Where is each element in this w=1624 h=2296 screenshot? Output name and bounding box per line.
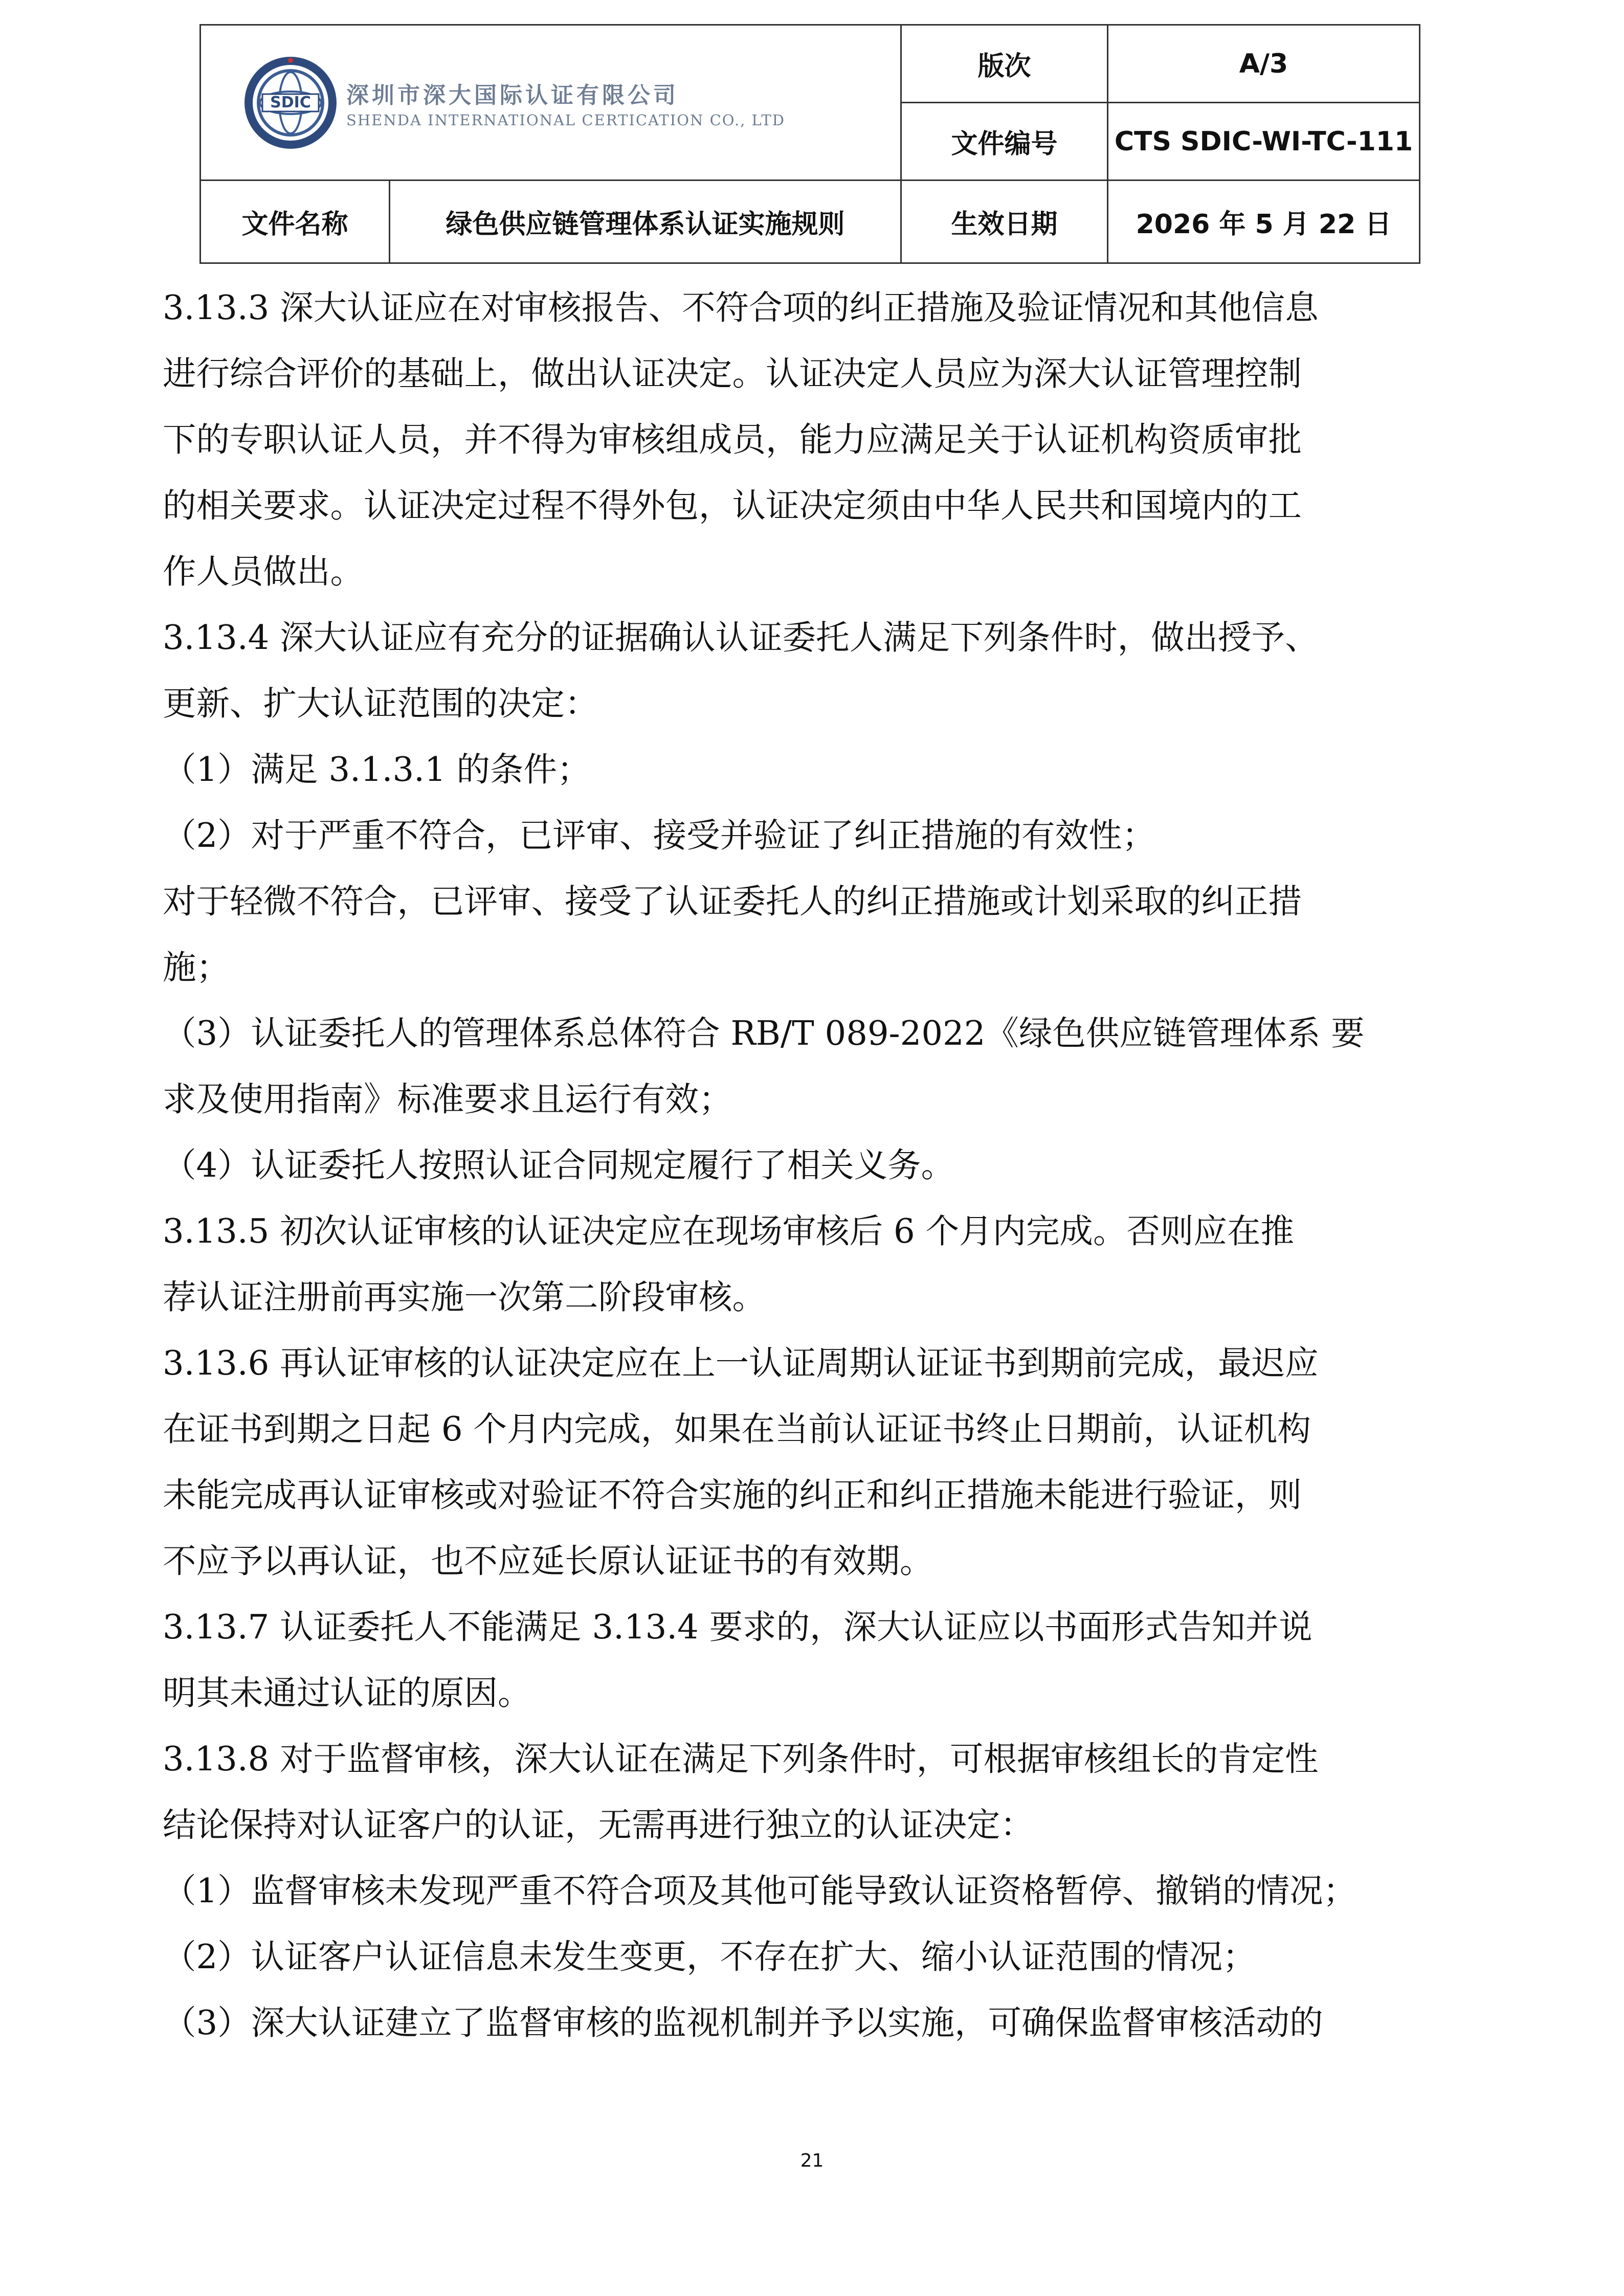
text-line: 对于轻微不符合，已评审、接受了认证委托人的纠正措施或计划采取的纠正措: [163, 882, 1302, 921]
logo-acronym: SDIC: [270, 93, 311, 111]
text-line: （2）认证客户认证信息未发生变更，不存在扩大、缩小认证范围的情况；: [163, 1938, 1256, 1976]
text-line: 3.13.4 深大认证应有充分的证据确认认证委托人满足下列条件时，做出授予、: [163, 618, 1319, 657]
text-line: 3.13.8 对于监督审核，深大认证在满足下列条件时，可根据审核组长的肯定性: [163, 1740, 1319, 1779]
company-name-cn: 深圳市深大国际认证有限公司: [346, 82, 679, 108]
doc-name-value: 绿色供应链管理体系认证实施规则: [390, 181, 901, 263]
doc-name-label: 文件名称: [201, 181, 390, 263]
effective-date-value: 2026 年 5 月 22 日: [1108, 181, 1420, 263]
company-name-en: SHENDA INTERNATIONAL CERTICATION CO., LTD: [346, 111, 785, 129]
document-header-table: [199, 24, 1420, 264]
text-line: （1）满足 3.1.3.1 的条件；: [163, 750, 591, 789]
text-line: （1）监督审核未发现严重不符合项及其他可能导致认证资格暂停、撤销的情况；: [163, 1872, 1357, 1910]
text-line: 结论保持对认证客户的认证，无需再进行独立的认证决定：: [163, 1806, 1034, 1844]
text-line: 施；: [163, 948, 230, 987]
text-line: 进行综合评价的基础上，做出认证决定。认证决定人员应为深大认证管理控制: [163, 354, 1302, 393]
company-seal-logo: [242, 54, 339, 151]
text-line: （4）认证委托人按照认证合同规定履行了相关义务。: [163, 1146, 955, 1185]
text-line: 更新、扩大认证范围的决定：: [163, 684, 598, 723]
page-number: 21: [800, 2150, 824, 2171]
company-logo-cell: [201, 25, 901, 181]
version-label: 版次: [901, 25, 1108, 103]
document-body: [163, 275, 1477, 2056]
text-line: 3.13.3 深大认证应在对审核报告、不符合项的纠正措施及验证情况和其他信息: [163, 288, 1319, 327]
text-line: 3.13.5 初次认证审核的认证决定应在现场审核后 6 个月内完成。否则应在推: [163, 1212, 1294, 1251]
text-line: 在证书到期之日起 6 个月内完成，如果在当前认证证书终止日期前，认证机构: [163, 1410, 1311, 1449]
text-line: 求及使用指南》标准要求且运行有效；: [163, 1080, 732, 1119]
text-line: （3）深大认证建立了监督审核的监视机制并予以实施，可确保监督审核活动的: [163, 2004, 1323, 2042]
doc-number-value: CTS SDIC-WI-TC-111: [1108, 103, 1420, 181]
text-line: 不应予以再认证，也不应延长原认证证书的有效期。: [163, 1542, 933, 1581]
text-line: 3.13.7 认证委托人不能满足 3.13.4 要求的，深大认证应以书面形式告知并说: [163, 1608, 1312, 1647]
text-line: 明其未通过认证的原因。: [163, 1674, 531, 1713]
text-line: （3）认证委托人的管理体系总体符合 RB/T 089-2022《绿色供应链管理体系 要: [163, 1014, 1365, 1053]
text-line: （2）对于严重不符合，已评审、接受并验证了纠正措施的有效性；: [163, 816, 1156, 855]
text-line: 3.13.6 再认证审核的认证决定应在上一认证周期认证证书到期前完成，最迟应: [163, 1344, 1319, 1383]
text-line: 的相关要求。认证决定过程不得外包，认证决定须由中华人民共和国境内的工: [163, 486, 1302, 525]
text-line: 荐认证注册前再实施一次第二阶段审核。: [163, 1278, 766, 1317]
text-line: 作人员做出。: [163, 552, 364, 591]
text-line: 未能完成再认证审核或对验证不符合实施的纠正和纠正措施未能进行验证，则: [163, 1476, 1302, 1515]
text-line: 下的专职认证人员，并不得为审核组成员，能力应满足关于认证机构资质审批: [163, 420, 1302, 459]
effective-date-label: 生效日期: [901, 181, 1108, 263]
version-value: A/3: [1108, 25, 1420, 103]
doc-number-label: 文件编号: [901, 103, 1108, 181]
